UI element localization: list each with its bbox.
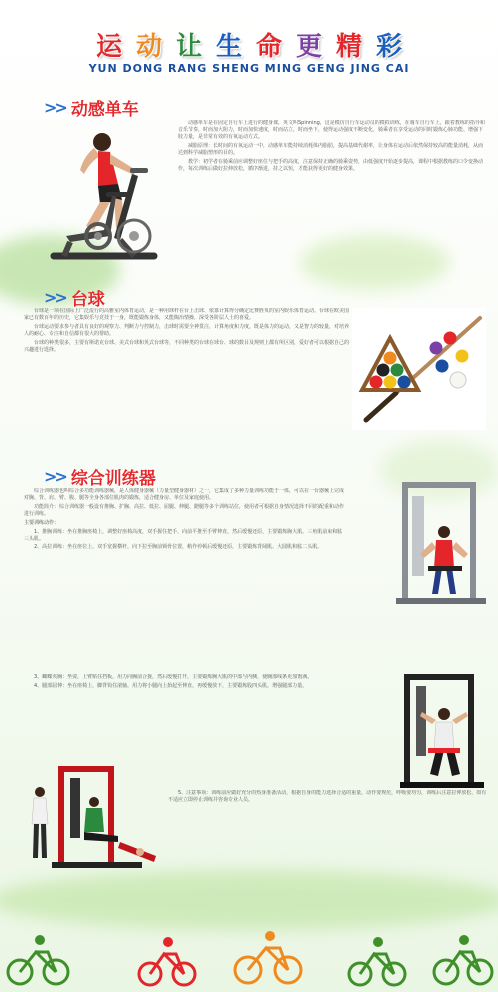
poster-title [0, 26, 498, 63]
double-chevron-icon: >> [44, 288, 65, 307]
title-char: 生 [215, 32, 242, 62]
title-char: 让 [175, 32, 202, 62]
list-item: 5、注意事项：训练前应做好充分的热身准备活动，根据自身的能力选择合适的重量，动作要规范，呼吸要均匀，训练后注意拉伸放松，如有不适应立即停止训练并咨询专业人员。 [168, 790, 487, 804]
double-chevron-icon: >> [44, 467, 65, 486]
spinning-body-text [178, 120, 486, 276]
sub-heading: 主要训练动作： [24, 519, 60, 526]
section-header-billiards [44, 285, 105, 310]
paragraph: 功能简介：综合训练器一般设有推胸、扩胸、高拉、低拉、屈腿、伸腿、蹬腿等多个训练站位，使用者可根据自身情况选择不同的配重和动作进行训练。 [24, 503, 345, 518]
paragraph: 台球运动要求参与者具有良好的观察力、判断力与控制力，击球时需要全神贯注，计算角度和力度，既是体力的运动，又是智力的较量，对培养人的耐心、专注和自信都有很大的帮助。 [24, 323, 350, 338]
section-header-trainer [44, 464, 156, 489]
section-header-spinning [44, 95, 139, 120]
paragraph: 教学：初学者在骑乘前应调整好座位与把手的高度，注意保持正确的骑乘姿势，由低强度开始逐步提高，课程中根据教练的口令变换动作，每次训练后做好拉伸放松，循序渐进，持之以恒，才能获得更好的健身效果。 [178, 159, 484, 173]
multi-gym-illustration-2 [398, 670, 488, 790]
trainer-body-text-2 [24, 674, 392, 762]
list-item: 4、腿部屈伸：坐在座椅上，脚背钩住滚轴，用力将小腿向上抬起至伸直，再缓慢放下，主要锻炼股四头肌，增强腿部力量。 [34, 682, 308, 689]
title-char: 动 [135, 32, 162, 62]
title-char: 更 [295, 32, 322, 62]
paragraph: 动感单车是在固定自行车上进行的健身课，英文叫Spinning，这是模仿自行车运动员的模拟训练，在骑车自行车上，跟着教练的指导和音乐节奏，时而加大阻力，时而加快速度，时而站立，时而坐下，使得运动强度不断变化，骑乘者在享受运动的同时锻炼心肺功能、增强下肢力量，是非常有效的有氧运动方式。 [178, 120, 485, 141]
multi-gym-illustration-3 [28, 762, 160, 872]
title-char: 彩 [375, 32, 402, 62]
section-title: 台球 [70, 290, 105, 310]
section-title: 动感单车 [70, 100, 139, 120]
multi-gym-illustration-1 [392, 476, 490, 606]
billiards-illustration [352, 308, 486, 430]
section-title: 综合训练器 [70, 469, 156, 489]
title-char: 精 [335, 32, 362, 62]
title-char: 运 [95, 32, 122, 62]
title-char: 命 [255, 32, 282, 62]
paragraph: 台球的种类很多，主要有斯诺克台球、美式台球和英式台球等，不同种类的台球在球台、球的数目及规则上都有所区别，爱好者可以根据自己的兴趣进行选择。 [24, 339, 350, 354]
poster-pinyin: YUN DONG RANG SHENG MING GENG JING CAI [88, 62, 410, 75]
billiards-body-text [24, 308, 352, 458]
cyclists-decoration [0, 912, 498, 992]
list-item: 1、推胸训练：坐在推胸座椅上，调整好座椅高度，双手握住把手，向前平推至手臂伸直，然后缓慢还原，主要锻炼胸大肌、三角肌前束和肱三头肌。 [24, 528, 343, 542]
spinning-bike-illustration [14, 118, 174, 276]
trainer-body-text [24, 488, 346, 672]
paragraph: 综合训练器也叫综合多功能训练器械，是人体健身器械（力量型健身器材）之一，它集成了多种力量训练功能于一体，可以在一台器械上完成对胸、背、肩、臂、腹、腿等全身各部位肌肉的锻炼，适合健身房、单位及家庭使用。 [24, 488, 345, 502]
paragraph: 台球是一项在国际上广泛流行的高雅室内体育运动，是一种用球杆在台上击球、依靠计算得分确定比赛胜负的室内娱乐体育运动。台球在欧美国家已有数百年的历史，它集娱乐与竞技于一身，既能锻炼身体，又能陶冶情操，深受各阶层人士的喜爱。 [24, 308, 350, 322]
paragraph: 减脂原理：长时间的有氧运动一中，动感单车能持续消耗体内脂肪，提高基础代谢率，让身体在运动后依然保持较高的能量消耗，从而达到科学减脂塑形的目的。 [178, 143, 484, 157]
list-item: 3、蝴蝶夹胸：坐姿，上臂贴住挡板，用力向胸前合拢，然后缓慢打开，主要锻炼胸大肌的中部与内侧，使胸部线条更加饱满。 [34, 674, 313, 680]
list-item: 2、高拉训练：坐在座位上，双手宽握横杆，向下拉至胸前锁骨位置，稍作停顿后缓慢还原，主要锻炼背阔肌、大圆肌和肱二头肌。 [34, 544, 323, 551]
double-chevron-icon: >> [44, 98, 65, 117]
trainer-body-text-3 [168, 790, 488, 860]
